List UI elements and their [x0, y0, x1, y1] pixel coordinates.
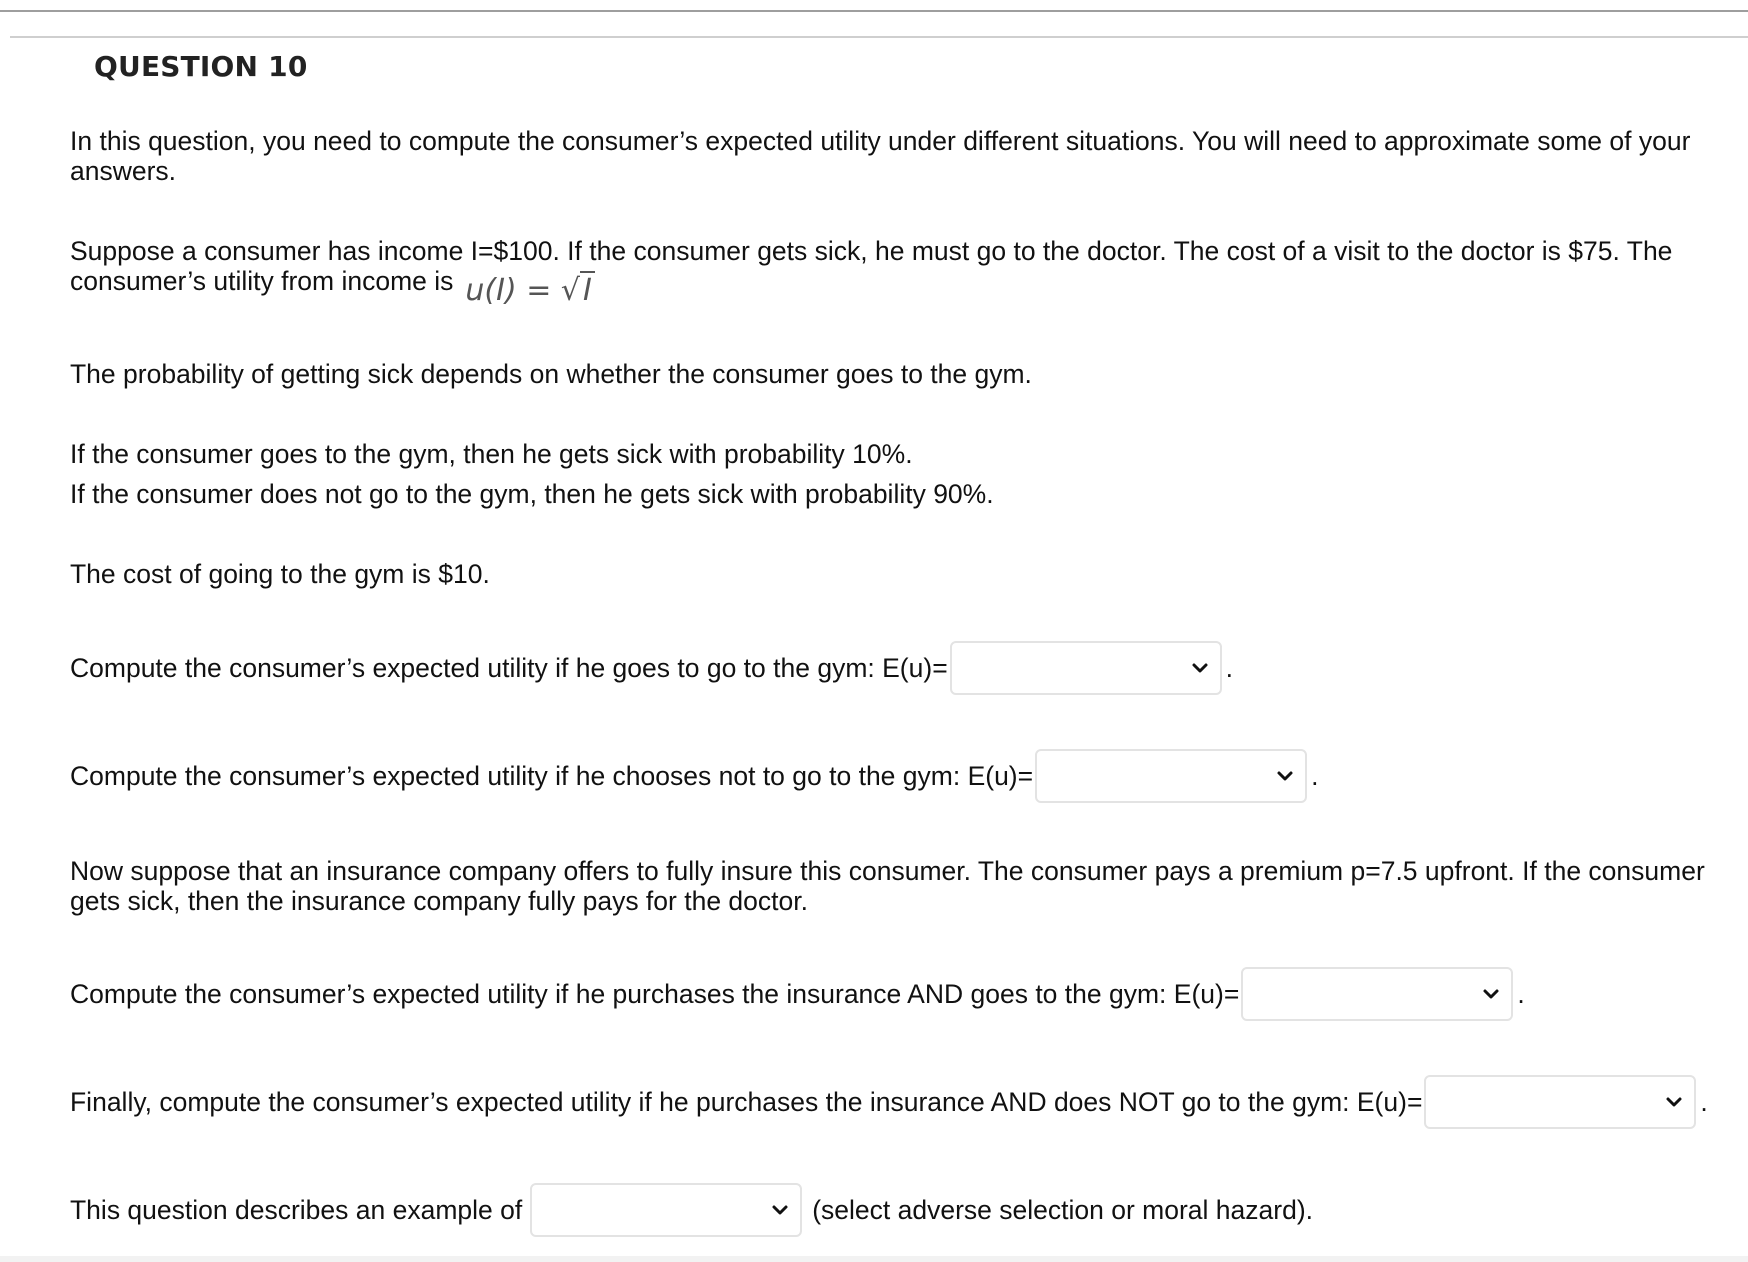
- formula-lhs: u(I) =: [465, 273, 561, 308]
- setup-line-1: Suppose a consumer has income I=$100. If the consumer gets sick, he must go to the doctor. The cost of a visit to the doctor is $75. The: [70, 236, 1673, 266]
- chevron-down-icon: [1664, 1092, 1684, 1112]
- sqrt-symbol: √: [560, 273, 580, 308]
- gym-cost-text: The cost of going to the gym is $10.: [70, 559, 490, 589]
- utility-formula: [465, 273, 594, 308]
- period: .: [1517, 979, 1525, 1009]
- answer-select-gym[interactable]: [950, 641, 1222, 695]
- prompt-row-no-gym: [70, 748, 1318, 804]
- prompt-gym-label: Compute the consumer’s expected utility if he goes to go to the gym: E(u)=: [70, 653, 948, 683]
- prompt-row-concept: [70, 1182, 1313, 1238]
- prompt-concept-hint: (select adverse selection or moral hazard).: [812, 1195, 1314, 1225]
- setup-text: [70, 236, 1720, 308]
- chevron-down-icon: [1275, 766, 1295, 786]
- chevron-down-icon: [1190, 658, 1210, 678]
- prompt-row-gym: [70, 640, 1233, 696]
- question-divider: [10, 36, 1748, 38]
- question-heading: QUESTION 10: [94, 50, 308, 83]
- prompt-row-insured-gym: [70, 966, 1525, 1022]
- probability-no-gym: If the consumer does not go to the gym, then he gets sick with probability 90%.: [70, 479, 994, 509]
- chevron-down-icon: [1481, 984, 1501, 1004]
- setup-line-2: consumer’s utility from income is: [70, 266, 454, 296]
- prompt-insured-no-gym-label: Finally, compute the consumer’s expected utility if he purchases the insurance AND does NOT go to the gym: E(u)=: [70, 1087, 1423, 1117]
- answer-select-insured-no-gym[interactable]: [1424, 1075, 1696, 1129]
- prompt-no-gym-label: Compute the consumer’s expected utility if he chooses not to go to the gym: E(u)=: [70, 761, 1034, 791]
- bottom-divider: [0, 1256, 1748, 1262]
- top-divider: [0, 10, 1748, 12]
- formula-arg: I: [580, 271, 595, 308]
- period: .: [1225, 653, 1234, 683]
- answer-select-no-gym[interactable]: [1035, 749, 1307, 803]
- insurance-intro: Now suppose that an insurance company offers to fully insure this consumer. The consumer pays a premium p=7.5 upfront. If the consumer gets sick, then the insurance company fully pays for the doctor.: [70, 856, 1705, 916]
- probability-intro: The probability of getting sick depends on whether the consumer goes to the gym.: [70, 359, 1032, 389]
- answer-select-insured-gym[interactable]: [1241, 967, 1513, 1021]
- chevron-down-icon: [770, 1200, 790, 1220]
- probability-gym: If the consumer goes to the gym, then he gets sick with probability 10%.: [70, 439, 913, 469]
- intro-text: In this question, you need to compute the consumer’s expected utility under different situations. You will need to approximate some of your answers.: [70, 126, 1691, 186]
- answer-select-concept[interactable]: [530, 1183, 802, 1237]
- prompt-concept-label: This question describes an example of: [70, 1195, 523, 1225]
- period: .: [1311, 761, 1319, 791]
- prompt-insured-gym-label: Compute the consumer’s expected utility if he purchases the insurance AND goes to the gym: E(u)=: [70, 979, 1240, 1009]
- period: .: [1700, 1087, 1708, 1117]
- prompt-row-insured-no-gym: [70, 1074, 1708, 1130]
